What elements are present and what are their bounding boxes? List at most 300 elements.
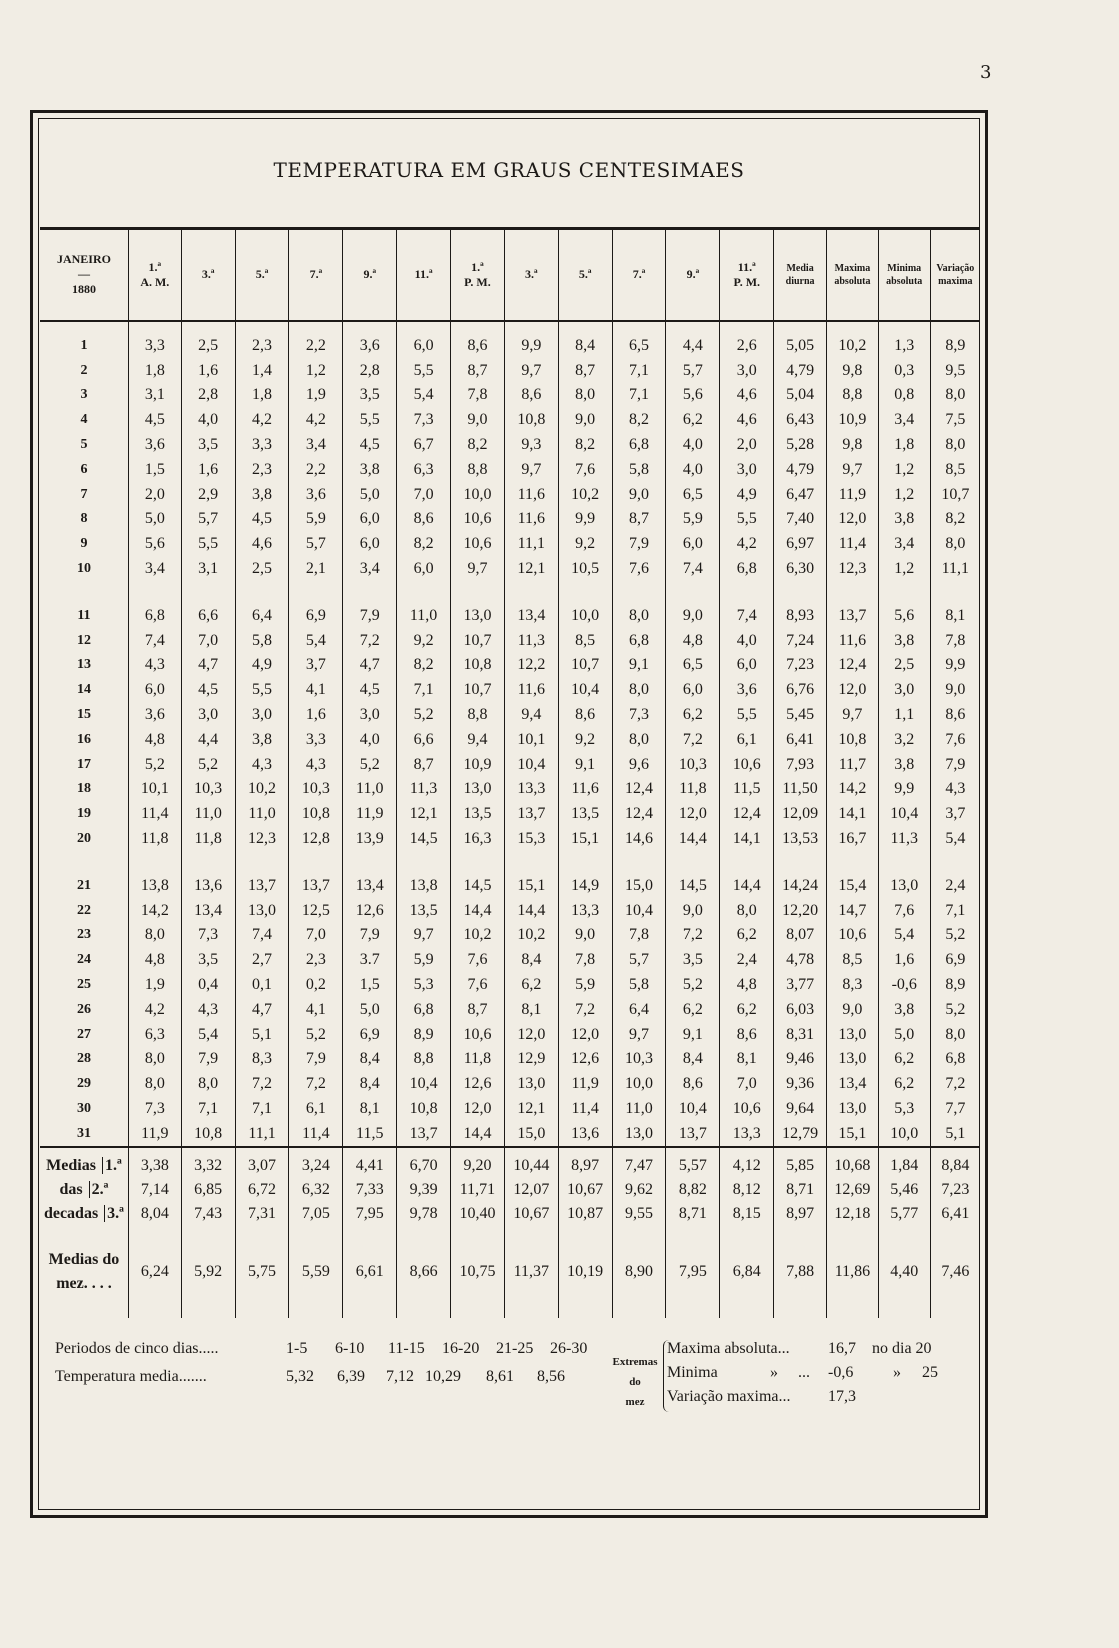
spacer-cell xyxy=(397,851,451,873)
spacer-cell xyxy=(558,581,612,603)
decade-mean-cell: 8,71 xyxy=(774,1178,827,1202)
temperature-cell: 7,1 xyxy=(612,383,666,408)
hour-label: 9.ª xyxy=(686,267,700,282)
temperature-cell: 9,7 xyxy=(451,557,505,582)
temperature-cell: 13,0 xyxy=(827,1047,879,1072)
temperature-cell: 12,1 xyxy=(504,1097,558,1122)
spacer-cell xyxy=(451,851,505,873)
temperature-cell: 10,6 xyxy=(451,532,505,557)
spacer-cell xyxy=(612,321,666,334)
temperature-cell: 9,1 xyxy=(558,752,612,777)
temperature-cell: 3,4 xyxy=(289,433,343,458)
day-number: 5 xyxy=(80,437,88,453)
spacer-cell xyxy=(774,1296,827,1318)
spacer-cell xyxy=(612,851,666,873)
spacer-cell xyxy=(40,851,128,873)
temperature-cell: 5,05 xyxy=(774,334,827,359)
max-absolute-day: no dia 20 xyxy=(872,1340,932,1357)
temperature-cell: 6,1 xyxy=(289,1097,343,1122)
spacer-cell xyxy=(827,1147,879,1154)
hour-label: 11.ª xyxy=(737,259,756,274)
spacer-cell xyxy=(289,1147,343,1154)
spacer-cell xyxy=(40,1147,128,1154)
day-number: 18 xyxy=(76,781,91,797)
temperature-cell: 6,2 xyxy=(878,1047,930,1072)
temperature-cell: 5,2 xyxy=(930,923,980,948)
spacer-cell xyxy=(128,1147,181,1154)
temperature-cell: 12,3 xyxy=(235,827,289,852)
temperature-cell: 10,1 xyxy=(504,727,558,752)
day-number: 26 xyxy=(76,1001,91,1017)
temperature-cell: 7,1 xyxy=(612,358,666,383)
temperature-cell: 12,1 xyxy=(504,557,558,582)
temperature-cell: 4,0 xyxy=(666,457,720,482)
temperature-cell: 4,0 xyxy=(666,433,720,458)
temperature-cell: 7,6 xyxy=(451,948,505,973)
temperature-cell: 6,5 xyxy=(666,653,720,678)
spacer-cell xyxy=(720,321,774,334)
temperature-cell: 12,6 xyxy=(451,1072,505,1097)
temperature-cell: 5,6 xyxy=(666,383,720,408)
spacer-cell xyxy=(504,321,558,334)
temperature-cell: 8,0 xyxy=(128,1072,181,1097)
day-row xyxy=(40,1047,980,1072)
spacer-cell xyxy=(720,851,774,873)
hour-header xyxy=(612,229,666,321)
hour-label: 1.ª xyxy=(148,259,162,274)
temperature-cell: 9,0 xyxy=(558,408,612,433)
temperature-cell: -0,6 xyxy=(878,973,930,998)
temperature-cell: 6,30 xyxy=(774,557,827,582)
extremes-label-line: Extremas xyxy=(612,1356,658,1368)
temperature-cell: 3,0 xyxy=(720,358,774,383)
day-number: 31 xyxy=(76,1125,91,1141)
temperature-cell: 10,5 xyxy=(558,557,612,582)
temperature-cell: 14,5 xyxy=(666,873,720,898)
temperature-cell: 9,9 xyxy=(504,334,558,359)
spacer-cell xyxy=(774,321,827,334)
spacer-cell xyxy=(827,581,879,603)
temperature-cell: 5,28 xyxy=(774,433,827,458)
decade-mean-cell: 3,38 xyxy=(128,1154,181,1178)
day-number: 8 xyxy=(80,511,88,527)
temperature-cell: 6,3 xyxy=(128,1022,181,1047)
day-number: 19 xyxy=(76,806,91,822)
temperature-cell: 6,8 xyxy=(612,628,666,653)
temperature-cell: 7,6 xyxy=(878,898,930,923)
temperature-cell: 12,0 xyxy=(827,678,879,703)
month-mean-cell: 8,90 xyxy=(612,1248,666,1296)
decade-mean-cell: 8,12 xyxy=(720,1178,774,1202)
spacer-cell xyxy=(612,1147,666,1154)
hour-header xyxy=(343,229,397,321)
temperature-cell: 7,2 xyxy=(558,997,612,1022)
temperature-cell: 13,7 xyxy=(666,1121,720,1147)
temperature-cell: 3,4 xyxy=(878,532,930,557)
day-row xyxy=(40,802,980,827)
temperature-cell: 6,2 xyxy=(878,1072,930,1097)
temperature-cell: 7,4 xyxy=(666,557,720,582)
temperature-cell: 7,8 xyxy=(558,948,612,973)
temperature-cell: 14,2 xyxy=(827,777,879,802)
decade-mean-cell: 9,55 xyxy=(612,1202,666,1226)
temperature-cell: 11,4 xyxy=(128,802,181,827)
temperature-cell: 14,24 xyxy=(774,873,827,898)
temperature-cell: 8,9 xyxy=(930,973,980,998)
spacer-row xyxy=(40,321,980,334)
temperature-cell: 11,4 xyxy=(289,1121,343,1147)
decade-mean-cell: 4,12 xyxy=(720,1154,774,1178)
temperature-cell: 5,7 xyxy=(666,358,720,383)
month-mean-cell: 5,59 xyxy=(289,1248,343,1296)
temperature-cell: 6,2 xyxy=(666,703,720,728)
decade-mean-cell: 8,97 xyxy=(558,1154,612,1178)
temperature-cell: 6,0 xyxy=(397,557,451,582)
temperature-cell: 8,2 xyxy=(397,532,451,557)
spacer-cell xyxy=(397,581,451,603)
temperature-cell: 13,7 xyxy=(397,1121,451,1147)
temperature-cell: 10,4 xyxy=(612,898,666,923)
month-mean-label-line: Medias do xyxy=(48,1251,120,1269)
temperature-cell: 13,0 xyxy=(451,603,505,628)
temperature-cell: 1,5 xyxy=(343,973,397,998)
temperature-cell: 8,0 xyxy=(128,923,181,948)
temperature-cell: 10,6 xyxy=(720,1097,774,1122)
temperature-cell: 16,3 xyxy=(451,827,505,852)
temperature-cell: 6,8 xyxy=(930,1047,980,1072)
spacer-cell xyxy=(774,581,827,603)
temperature-cell: 8,31 xyxy=(774,1022,827,1047)
temperature-cell: 10,3 xyxy=(181,777,235,802)
variation-value: 17,3 xyxy=(828,1388,856,1405)
temperature-cell: 8,8 xyxy=(451,457,505,482)
temperature-cell: 5,6 xyxy=(128,532,181,557)
temperature-cell: 11,9 xyxy=(827,482,879,507)
stat-header xyxy=(878,229,930,321)
temperature-cell: 5,1 xyxy=(930,1121,980,1147)
temperature-cell: 3,8 xyxy=(235,482,289,507)
spacer-row xyxy=(40,1296,980,1318)
temperature-cell: 2,8 xyxy=(181,383,235,408)
temperature-cell: 5,7 xyxy=(181,507,235,532)
spacer-cell xyxy=(612,1296,666,1318)
temperature-cell: 10,3 xyxy=(666,752,720,777)
temperature-cell: 6,5 xyxy=(612,334,666,359)
stat-sublabel: diurna xyxy=(785,275,815,287)
stat-sublabel: maxima xyxy=(938,275,973,287)
decade-mean-cell: 7,23 xyxy=(930,1178,980,1202)
spacer-cell xyxy=(343,581,397,603)
temperature-cell: 13,0 xyxy=(504,1072,558,1097)
decade-mean-cell: 11,71 xyxy=(451,1178,505,1202)
temperature-cell: 8,2 xyxy=(451,433,505,458)
hour-header xyxy=(558,229,612,321)
temperature-cell: 1,8 xyxy=(128,358,181,383)
temperature-cell: 4,7 xyxy=(235,997,289,1022)
day-row xyxy=(40,827,980,852)
spacer-cell xyxy=(451,321,505,334)
temperature-cell: 11,0 xyxy=(181,802,235,827)
spacer-cell xyxy=(289,321,343,334)
day-row xyxy=(40,358,980,383)
temperature-cell: 13,0 xyxy=(878,873,930,898)
temperature-cell: 6,2 xyxy=(666,408,720,433)
temperature-cell: 1,3 xyxy=(878,334,930,359)
temperature-cell: 14,4 xyxy=(666,827,720,852)
spacer-cell xyxy=(40,581,128,603)
temperature-cell: 6,9 xyxy=(289,603,343,628)
temperature-cell: 5,9 xyxy=(666,507,720,532)
decade-mean-cell: 10,68 xyxy=(827,1154,879,1178)
temperature-cell: 7,9 xyxy=(181,1047,235,1072)
temperature-cell: 10,2 xyxy=(235,777,289,802)
hour-header xyxy=(397,229,451,321)
temperature-cell: 5,0 xyxy=(878,1022,930,1047)
temperature-cell: 5,0 xyxy=(343,997,397,1022)
spacer-cell xyxy=(666,1147,720,1154)
max-absolute-label: Maxima absoluta... xyxy=(667,1340,790,1357)
temperature-cell: 5,0 xyxy=(128,507,181,532)
temperature-cell: 0,3 xyxy=(878,358,930,383)
temperature-cell: 8,4 xyxy=(504,948,558,973)
day-number: 14 xyxy=(76,682,91,698)
month-header xyxy=(40,229,128,321)
temperature-cell: 9,7 xyxy=(397,923,451,948)
day-number: 6 xyxy=(80,461,88,477)
temperature-cell: 11,0 xyxy=(397,603,451,628)
spacer-cell xyxy=(128,321,181,334)
temperature-cell: 9,0 xyxy=(558,923,612,948)
temperature-cell: 3,8 xyxy=(878,997,930,1022)
stat-sublabel: absoluta xyxy=(834,275,871,287)
temperature-cell: 11,5 xyxy=(720,777,774,802)
day-number: 16 xyxy=(76,731,91,747)
temperature-cell: 6,9 xyxy=(343,1022,397,1047)
temperature-cell: 6,76 xyxy=(774,678,827,703)
temperature-cell: 5,2 xyxy=(289,1022,343,1047)
day-number: 3 xyxy=(80,387,88,403)
decade-mean-cell: 6,32 xyxy=(289,1178,343,1202)
temperature-cell: 5,4 xyxy=(289,628,343,653)
temperature-cell: 6,9 xyxy=(930,948,980,973)
day-number: 10 xyxy=(76,561,91,577)
temperature-cell: 3,2 xyxy=(878,727,930,752)
spacer-cell xyxy=(504,581,558,603)
temperature-cell: 5,2 xyxy=(666,973,720,998)
temperature-cell: 1,4 xyxy=(235,358,289,383)
period-range: 26-30 xyxy=(550,1340,588,1357)
day-number: 9 xyxy=(80,536,88,552)
temperature-cell: 8,2 xyxy=(612,408,666,433)
temperature-cell: 13,6 xyxy=(558,1121,612,1147)
month-mean-label xyxy=(40,1248,128,1296)
spacer-cell xyxy=(343,321,397,334)
day-row xyxy=(40,557,980,582)
temperature-cell: 7,3 xyxy=(397,408,451,433)
temperature-cell: 7,0 xyxy=(181,628,235,653)
temperature-cell: 2,2 xyxy=(289,334,343,359)
spacer-cell xyxy=(930,1226,980,1248)
temperature-cell: 2,7 xyxy=(235,948,289,973)
temperature-cell: 4,6 xyxy=(720,383,774,408)
spacer-cell xyxy=(235,1226,289,1248)
day-row xyxy=(40,482,980,507)
temperature-cell: 6,8 xyxy=(720,557,774,582)
temperature-cell: 6,8 xyxy=(612,433,666,458)
temperature-cell: 5,45 xyxy=(774,703,827,728)
temperature-cell: 12,2 xyxy=(504,653,558,678)
temperature-cell: 9,0 xyxy=(930,678,980,703)
temperature-cell: 8,2 xyxy=(397,653,451,678)
temperature-cell: 7,7 xyxy=(930,1097,980,1122)
spacer-cell xyxy=(397,321,451,334)
temperature-cell: 5,5 xyxy=(235,678,289,703)
temperature-cell: 13,5 xyxy=(558,802,612,827)
decade-mean-cell: 12,07 xyxy=(504,1178,558,1202)
temperature-cell: 2,3 xyxy=(235,334,289,359)
spacer-cell xyxy=(504,1226,558,1248)
temperature-cell: 14,4 xyxy=(451,1121,505,1147)
decade-mean-cell: 5,77 xyxy=(878,1202,930,1226)
spacer-cell xyxy=(666,851,720,873)
temperature-cell: 15,1 xyxy=(504,873,558,898)
temperature-cell: 10,9 xyxy=(451,752,505,777)
temperature-cell: 3,4 xyxy=(128,557,181,582)
decade-mean-cell: 10,40 xyxy=(451,1202,505,1226)
spacer-row xyxy=(40,1226,980,1248)
temperature-cell: 8,4 xyxy=(343,1072,397,1097)
temperature-cell: 4,2 xyxy=(128,997,181,1022)
decade-mean-cell: 10,67 xyxy=(558,1178,612,1202)
spacer-cell xyxy=(558,1147,612,1154)
temperature-cell: 10,4 xyxy=(878,802,930,827)
stat-header xyxy=(774,229,827,321)
temperature-cell: 8,0 xyxy=(930,1022,980,1047)
month-mean-cell: 4,40 xyxy=(878,1248,930,1296)
day-row xyxy=(40,1097,980,1122)
day-row xyxy=(40,727,980,752)
spacer-cell xyxy=(397,1296,451,1318)
period-temp: 6,39 xyxy=(337,1368,365,1385)
temperature-cell: 3,6 xyxy=(720,678,774,703)
decade-label-word: decadas xyxy=(43,1205,99,1223)
stat-sublabel: absoluta xyxy=(886,275,923,287)
temperature-cell: 11,6 xyxy=(827,628,879,653)
spacer-cell xyxy=(181,1296,235,1318)
temperature-cell: 9,3 xyxy=(504,433,558,458)
decade-mean-cell: 8,82 xyxy=(666,1178,720,1202)
temperature-cell: 11,6 xyxy=(504,507,558,532)
temperature-cell: 3,5 xyxy=(181,948,235,973)
temperature-cell: 1,5 xyxy=(128,457,181,482)
period-range: 21-25 xyxy=(496,1340,534,1357)
temperature-cell: 5,0 xyxy=(343,482,397,507)
temperature-cell: 4,8 xyxy=(720,973,774,998)
month-mean-cell: 5,75 xyxy=(235,1248,289,1296)
temperature-cell: 10,4 xyxy=(558,678,612,703)
spacer-cell xyxy=(181,851,235,873)
temperature-cell: 1,2 xyxy=(878,557,930,582)
temperature-cell: 8,9 xyxy=(930,334,980,359)
temperature-cell: 10,4 xyxy=(666,1097,720,1122)
temperature-cell: 12,0 xyxy=(827,507,879,532)
temperature-cell: 7,3 xyxy=(612,703,666,728)
day-number: 17 xyxy=(76,756,91,772)
temperature-cell: 8,3 xyxy=(235,1047,289,1072)
temperature-cell: 9,5 xyxy=(930,358,980,383)
day-number: 1 xyxy=(80,337,88,353)
temperature-cell: 6,41 xyxy=(774,727,827,752)
temperature-cell: 9,2 xyxy=(397,628,451,653)
temperature-cell: 8,6 xyxy=(451,334,505,359)
temperature-cell: 4,9 xyxy=(720,482,774,507)
temperature-cell: 5,2 xyxy=(181,752,235,777)
period-temp: 7,12 xyxy=(386,1368,414,1385)
temperature-cell: 4,0 xyxy=(343,727,397,752)
month-mean-cell: 7,88 xyxy=(774,1248,827,1296)
temperature-cell: 7,3 xyxy=(128,1097,181,1122)
temperature-cell: 12,4 xyxy=(612,802,666,827)
temperature-cell: 13,4 xyxy=(343,873,397,898)
decade-label xyxy=(40,1154,128,1178)
temperature-cell: 8,5 xyxy=(930,457,980,482)
month-mean-cell: 6,84 xyxy=(720,1248,774,1296)
temperature-cell: 4,7 xyxy=(181,653,235,678)
temperature-cell: 2,1 xyxy=(289,557,343,582)
spacer-row xyxy=(40,851,980,873)
temperature-cell: 15,1 xyxy=(558,827,612,852)
temperature-cell: 8,0 xyxy=(720,898,774,923)
temperature-cell: 15,3 xyxy=(504,827,558,852)
decade-mean-cell: 8,84 xyxy=(930,1154,980,1178)
temperature-cell: 6,8 xyxy=(128,603,181,628)
temperature-cell: 5,04 xyxy=(774,383,827,408)
temperature-cell: 13,9 xyxy=(343,827,397,852)
temperature-cell: 9,0 xyxy=(612,482,666,507)
spacer-cell xyxy=(930,581,980,603)
spacer-cell xyxy=(774,851,827,873)
decade-mean-row xyxy=(40,1178,980,1202)
day-number: 24 xyxy=(76,952,91,968)
temperature-cell: 4,1 xyxy=(289,678,343,703)
temperature-cell: 4,3 xyxy=(930,777,980,802)
temperature-cell: 8,7 xyxy=(451,997,505,1022)
spacer-cell xyxy=(40,1296,128,1318)
day-row xyxy=(40,752,980,777)
temperature-cell: 13,6 xyxy=(181,873,235,898)
temperature-cell: 8,3 xyxy=(827,973,879,998)
temperature-cell: 10,7 xyxy=(930,482,980,507)
year-label: 1880 xyxy=(71,282,96,297)
decade-mean-cell: 9,62 xyxy=(612,1178,666,1202)
temperature-cell: 10,0 xyxy=(612,1072,666,1097)
spacer-cell xyxy=(930,851,980,873)
temperature-cell: 8,0 xyxy=(558,383,612,408)
day-row xyxy=(40,433,980,458)
spacer-cell xyxy=(558,1296,612,1318)
temperature-cell: 12,5 xyxy=(289,898,343,923)
day-row xyxy=(40,1072,980,1097)
temperature-cell: 6,2 xyxy=(666,997,720,1022)
decade-mean-cell: 10,87 xyxy=(558,1202,612,1226)
month-mean-cell: 10,19 xyxy=(558,1248,612,1296)
temperature-cell: 2,4 xyxy=(930,873,980,898)
stat-header xyxy=(930,229,980,321)
decade-mean-cell: 4,41 xyxy=(343,1154,397,1178)
temperature-cell: 1,6 xyxy=(181,457,235,482)
period-temp: 8,56 xyxy=(537,1368,565,1385)
spacer-cell xyxy=(343,851,397,873)
